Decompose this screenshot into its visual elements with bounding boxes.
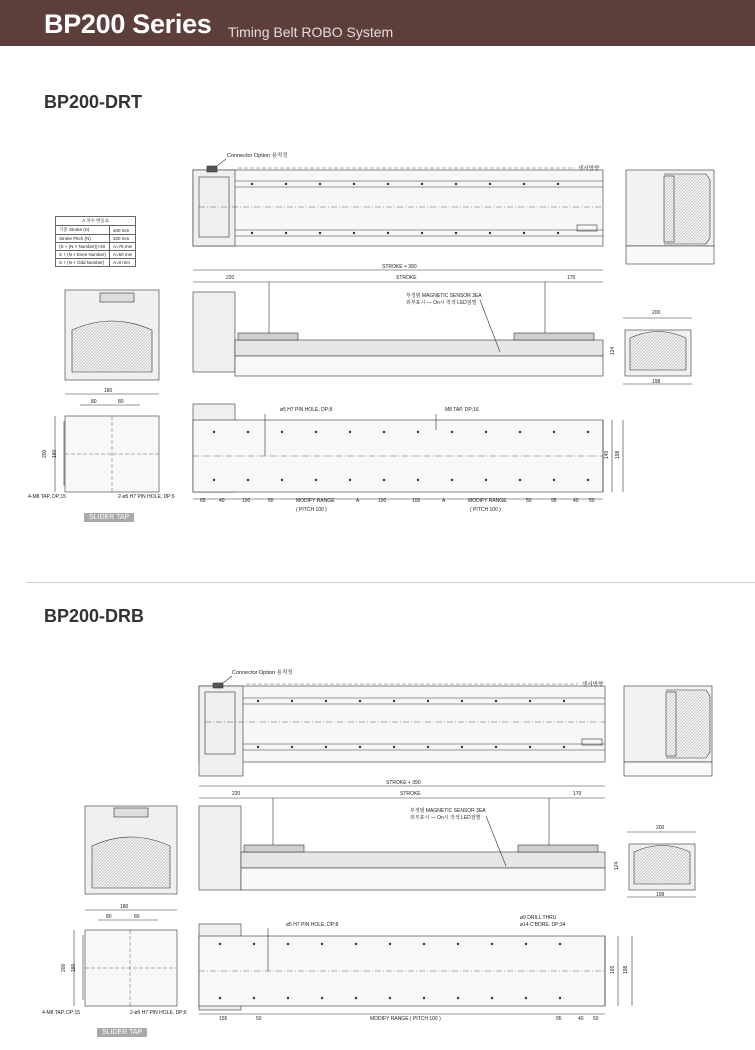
pin-hole bbox=[349, 431, 351, 433]
pin-hole bbox=[281, 479, 283, 481]
bolt-hole bbox=[427, 700, 429, 702]
bottom-dim: MODIFY RANGE bbox=[296, 498, 335, 504]
drb-bottom-view bbox=[199, 924, 632, 1014]
bolt-hole bbox=[461, 700, 463, 702]
pin-hole bbox=[519, 431, 521, 433]
slider-width-2: 80 bbox=[134, 914, 140, 920]
pin-hole bbox=[247, 431, 249, 433]
pin-hole bbox=[417, 431, 419, 433]
sensor-note: 부정범 MAGNETIC SENSOR 3EA bbox=[410, 808, 486, 814]
pin-hole bbox=[389, 943, 391, 945]
bolt-hole bbox=[557, 183, 559, 185]
table-row: Stroke Pitch (N) 100 mm bbox=[56, 235, 136, 243]
end-width: 200 bbox=[652, 310, 661, 316]
bolt-hole bbox=[427, 746, 429, 748]
pin-hole bbox=[457, 997, 459, 999]
bolt-hole bbox=[257, 700, 259, 702]
drt-slider-box bbox=[65, 290, 159, 380]
bolt-hole bbox=[489, 183, 491, 185]
dim-left: 220 bbox=[226, 275, 235, 281]
table-row: S + (N × Odd Number) A=0 mm bbox=[56, 259, 136, 267]
drt-end-view-top bbox=[626, 170, 714, 264]
drb-side-view bbox=[199, 786, 605, 890]
tap-note: 4-M8 TAP, DP;15 bbox=[28, 494, 67, 500]
pin-hole bbox=[587, 431, 589, 433]
bottom-dim: 50 bbox=[256, 1016, 262, 1022]
pin-hole-top: ø5 H7 PIN HOLE, DP;8 bbox=[280, 407, 333, 413]
bottom-dim: MODIFY RANGE ( PITCH 100 ) bbox=[370, 1016, 441, 1022]
pin-hole bbox=[525, 997, 527, 999]
bottom-dim: 95 bbox=[556, 1016, 562, 1022]
drb-slider-box bbox=[85, 806, 177, 894]
drt-slider-top bbox=[55, 394, 159, 492]
pin-hole bbox=[383, 479, 385, 481]
pin-hole bbox=[247, 479, 249, 481]
pin-hole bbox=[587, 479, 589, 481]
bolt-hole bbox=[495, 700, 497, 702]
pin-hole bbox=[553, 479, 555, 481]
bolt-hole bbox=[387, 232, 389, 234]
pin-hole bbox=[287, 997, 289, 999]
pin-hole bbox=[485, 479, 487, 481]
pin-hole bbox=[287, 943, 289, 945]
slider-width: 180 bbox=[120, 904, 129, 910]
table-row: 기준 Stroke (S) 400 mm bbox=[56, 226, 136, 235]
pin-hole bbox=[457, 943, 459, 945]
bottom-dim: MODIFY RANGE bbox=[468, 498, 507, 504]
bolt-hole bbox=[421, 232, 423, 234]
table-header: A 치수 변동표 bbox=[56, 217, 136, 226]
pin-hole bbox=[355, 997, 357, 999]
pin-hole bbox=[553, 431, 555, 433]
bolt-hole bbox=[291, 700, 293, 702]
bottom-dim: 95 bbox=[551, 498, 557, 504]
sensor-note-2: 외부표시 — On시 적색 LED점멸 bbox=[406, 300, 477, 306]
bolt-hole bbox=[529, 700, 531, 702]
pin-hole bbox=[213, 431, 215, 433]
pin-hole bbox=[559, 997, 561, 999]
pin-hole bbox=[253, 943, 255, 945]
bolt-hole bbox=[285, 183, 287, 185]
slider-width-1: 80 bbox=[106, 914, 112, 920]
bolt-hole bbox=[319, 232, 321, 234]
drb-end-view-side bbox=[627, 832, 696, 897]
pin-hole bbox=[423, 943, 425, 945]
bolt-hole bbox=[353, 232, 355, 234]
sensor-direction-label: 센서방향 bbox=[578, 166, 600, 172]
end-height: 124 bbox=[614, 861, 620, 870]
dim-right: 170 bbox=[573, 791, 582, 797]
drt-bottom-view bbox=[193, 404, 623, 499]
end-base: 198 bbox=[652, 379, 661, 385]
bolt-hole bbox=[319, 183, 321, 185]
pin-hole bbox=[389, 997, 391, 999]
stroke-label: STROKE bbox=[400, 791, 421, 797]
bolt-hole bbox=[489, 232, 491, 234]
pin-hole bbox=[491, 997, 493, 999]
stroke-total-label: STROKE + 390 bbox=[386, 780, 421, 786]
slider-width-2: 80 bbox=[118, 399, 124, 405]
drb-end-view-top bbox=[624, 686, 712, 776]
tap-note: 4-M8 TAP, DP;15 bbox=[42, 1010, 81, 1016]
end-height: 124 bbox=[610, 346, 616, 355]
bolt-hole bbox=[557, 232, 559, 234]
bolt-hole bbox=[393, 700, 395, 702]
bolt-hole bbox=[523, 232, 525, 234]
bottom-dim: 100 bbox=[412, 498, 421, 504]
slider-tap-tag: SLIDER TAP bbox=[84, 513, 134, 522]
bottom-dim: 155 bbox=[219, 1016, 228, 1022]
bottom-dim: 50 bbox=[593, 1016, 599, 1022]
dim-left: 220 bbox=[232, 791, 241, 797]
dim-right: 170 bbox=[567, 275, 576, 281]
drb-slider-top bbox=[74, 910, 177, 1006]
slider-tap-tag: SLIDER TAP bbox=[97, 1028, 147, 1037]
bottom-dim: 65 bbox=[200, 498, 206, 504]
bolt-hole bbox=[461, 746, 463, 748]
pin-hole bbox=[559, 943, 561, 945]
slider-width: 180 bbox=[104, 388, 113, 394]
bolt-hole bbox=[529, 746, 531, 748]
table-row: (S + (N × Number))+50 A=75 mm bbox=[56, 243, 136, 251]
bolt-hole bbox=[563, 700, 565, 702]
sensor-direction-label: 센서방향 bbox=[582, 682, 604, 688]
bolt-hole bbox=[325, 746, 327, 748]
bottom-dim: 40 bbox=[219, 498, 225, 504]
cbore-note: ø14 C'BORE, DP;34 bbox=[520, 922, 566, 928]
section-title-drb: BP200-DRB bbox=[44, 606, 145, 626]
bottom-dim: 50 bbox=[589, 498, 595, 504]
pin-hole bbox=[423, 997, 425, 999]
bolt-hole bbox=[257, 746, 259, 748]
pin-note: 2-ø5 H7 PIN HOLE, DP;6 bbox=[118, 494, 175, 500]
series-title: BP200 Series bbox=[44, 9, 212, 39]
bolt-hole bbox=[495, 746, 497, 748]
m8-tap: M8 TAP, DP;16 bbox=[445, 407, 479, 413]
sensor-note: 부정범 MAGNETIC SENSOR 3EA bbox=[406, 293, 482, 299]
section-title-drt: BP200-DRT bbox=[44, 92, 143, 112]
right-height-2: 198 bbox=[615, 450, 621, 459]
pin-hole bbox=[219, 997, 221, 999]
pin-hole bbox=[315, 431, 317, 433]
pin-note: 2-ø5 H7 PIN HOLE, DP;6 bbox=[130, 1010, 187, 1016]
table-row: S + (N × Even Number) A=50 mm bbox=[56, 251, 136, 259]
pin-hole-top: ø5 H7 PIN HOLE, DP;8 bbox=[286, 922, 339, 928]
pin-hole bbox=[321, 997, 323, 999]
bolt-hole bbox=[285, 232, 287, 234]
pin-hole bbox=[519, 479, 521, 481]
slider-height-1: 200 bbox=[61, 963, 67, 972]
bolt-hole bbox=[421, 183, 423, 185]
bottom-dim: 40 bbox=[573, 498, 579, 504]
bottom-dim: 50 bbox=[526, 498, 532, 504]
pin-hole bbox=[491, 943, 493, 945]
bottom-dim: A bbox=[356, 498, 360, 504]
pin-hole bbox=[213, 479, 215, 481]
connector-option-label: Connector Option 용적정 bbox=[227, 153, 288, 159]
bolt-hole bbox=[455, 183, 457, 185]
pitch-label: ( PITCH 100 ) bbox=[296, 507, 327, 513]
bolt-hole bbox=[325, 700, 327, 702]
bolt-hole bbox=[523, 183, 525, 185]
pitch-label: ( PITCH 100 ) bbox=[470, 507, 501, 513]
slider-height-2: 180 bbox=[52, 449, 58, 458]
bolt-hole bbox=[563, 746, 565, 748]
end-width: 200 bbox=[656, 825, 665, 831]
right-height-1: 140 bbox=[604, 450, 610, 459]
bolt-hole bbox=[251, 183, 253, 185]
pin-hole bbox=[321, 943, 323, 945]
pin-hole bbox=[355, 943, 357, 945]
bolt-hole bbox=[353, 183, 355, 185]
pin-hole bbox=[451, 431, 453, 433]
pin-hole bbox=[451, 479, 453, 481]
right-height-1: 165 bbox=[610, 965, 616, 974]
connector-option-label: Connector Option 용적정 bbox=[232, 670, 293, 676]
sensor-note-2: 외부표시 — On시 적색 LED점멸 bbox=[410, 815, 481, 821]
end-base: 198 bbox=[656, 892, 665, 898]
bottom-dim: A bbox=[442, 498, 446, 504]
pin-hole bbox=[281, 431, 283, 433]
drt-end-view-side bbox=[623, 318, 692, 384]
slider-height-2: 180 bbox=[71, 963, 77, 972]
drill-note: ø9 DRILL THRU bbox=[520, 915, 557, 921]
drt-side-view bbox=[193, 270, 603, 376]
slider-width-1: 80 bbox=[91, 399, 97, 405]
bolt-hole bbox=[291, 746, 293, 748]
right-height-2: 198 bbox=[623, 965, 629, 974]
pin-hole bbox=[315, 479, 317, 481]
pin-hole bbox=[525, 943, 527, 945]
bottom-dim: 40 bbox=[578, 1016, 584, 1022]
bolt-hole bbox=[387, 183, 389, 185]
pin-hole bbox=[253, 997, 255, 999]
series-subtitle: Timing Belt ROBO System bbox=[228, 24, 394, 40]
pin-hole bbox=[485, 431, 487, 433]
bolt-hole bbox=[359, 746, 361, 748]
bolt-hole bbox=[359, 700, 361, 702]
slider-height-1: 200 bbox=[42, 449, 48, 458]
pin-hole bbox=[417, 479, 419, 481]
bolt-hole bbox=[251, 232, 253, 234]
pin-hole bbox=[219, 943, 221, 945]
bolt-hole bbox=[455, 232, 457, 234]
drb-top-view bbox=[199, 676, 605, 776]
stroke-label: STROKE bbox=[396, 275, 417, 281]
bolt-hole bbox=[393, 746, 395, 748]
pin-hole bbox=[349, 479, 351, 481]
drt-top-view bbox=[193, 159, 603, 246]
stroke-total-label: STROKE + 390 bbox=[382, 264, 417, 270]
bottom-dim: 100 bbox=[242, 498, 251, 504]
bottom-dim: 100 bbox=[378, 498, 387, 504]
bottom-dim: 50 bbox=[268, 498, 274, 504]
pin-hole bbox=[383, 431, 385, 433]
